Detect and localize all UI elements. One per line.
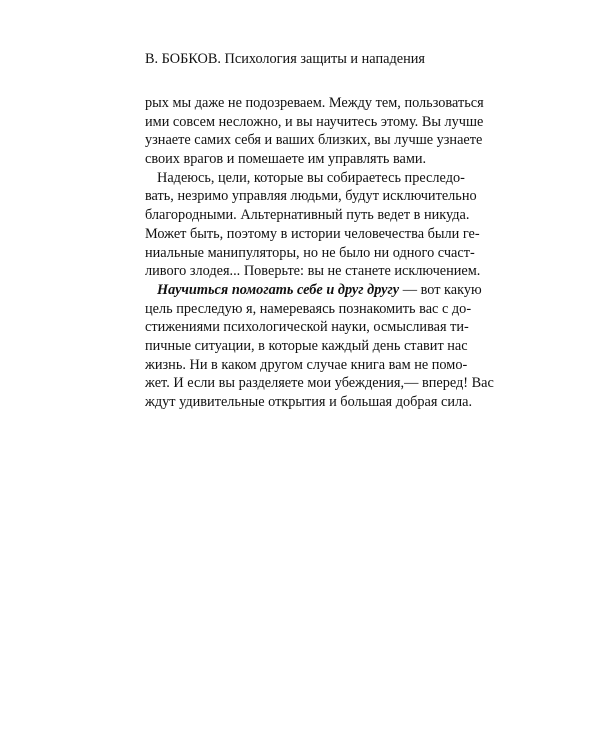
- text-line: узнаете самих себя и ваших близких, вы лучше узнаете: [145, 132, 483, 149]
- text-line: ими совсем несложно, и вы научитесь этому. Вы лучше: [145, 113, 484, 130]
- paragraph-1: [145, 94, 484, 169]
- text-line: Может быть, поэтому в истории человечества были ге-: [145, 225, 480, 242]
- text-line: своих врагов и помешаете им управлять вами.: [145, 151, 427, 168]
- paragraph-3: [145, 281, 494, 412]
- text-line: пичные ситуации, в которые каждый день ставит нас: [145, 337, 468, 354]
- running-header: В. БОБКОВ. Психология защиты и нападения: [145, 51, 425, 67]
- paragraph-2: [145, 169, 481, 281]
- text-line: ждут удивительные открытия и большая добрая сила.: [145, 394, 473, 410]
- body-text: [145, 94, 494, 412]
- text-line: ниальные манипуляторы, но не было ни одного счаст-: [145, 244, 475, 261]
- text-line: ливого злодея... Поверьте: вы не станете исключением.: [145, 263, 481, 280]
- text-line: благородными. Альтернативный путь ведет в никуда.: [145, 207, 470, 224]
- text-line: Надеюсь, цели, которые вы собираетесь преследо-: [157, 169, 465, 186]
- text-line: цель преследую я, намереваясь познакомить вас с до-: [145, 300, 472, 317]
- text-line: рых мы даже не подозреваем. Между тем, пользоваться: [145, 95, 484, 111]
- text-line: жизнь. Ни в каком другом случае книга вам не помо-: [145, 356, 468, 373]
- text-fragment: — вот какую: [399, 281, 482, 298]
- text-line: жет. И если вы разделяете мои убеждения,— вперед! Вас: [145, 375, 494, 392]
- text-line: стижениями психологической науки, осмысливая ти-: [145, 319, 469, 336]
- text-line: [145, 281, 482, 300]
- emphasized-phrase: Научиться помогать себе и друг другу: [157, 281, 400, 298]
- text-line: вать, незримо управляя людьми, будут исключительно: [145, 188, 477, 205]
